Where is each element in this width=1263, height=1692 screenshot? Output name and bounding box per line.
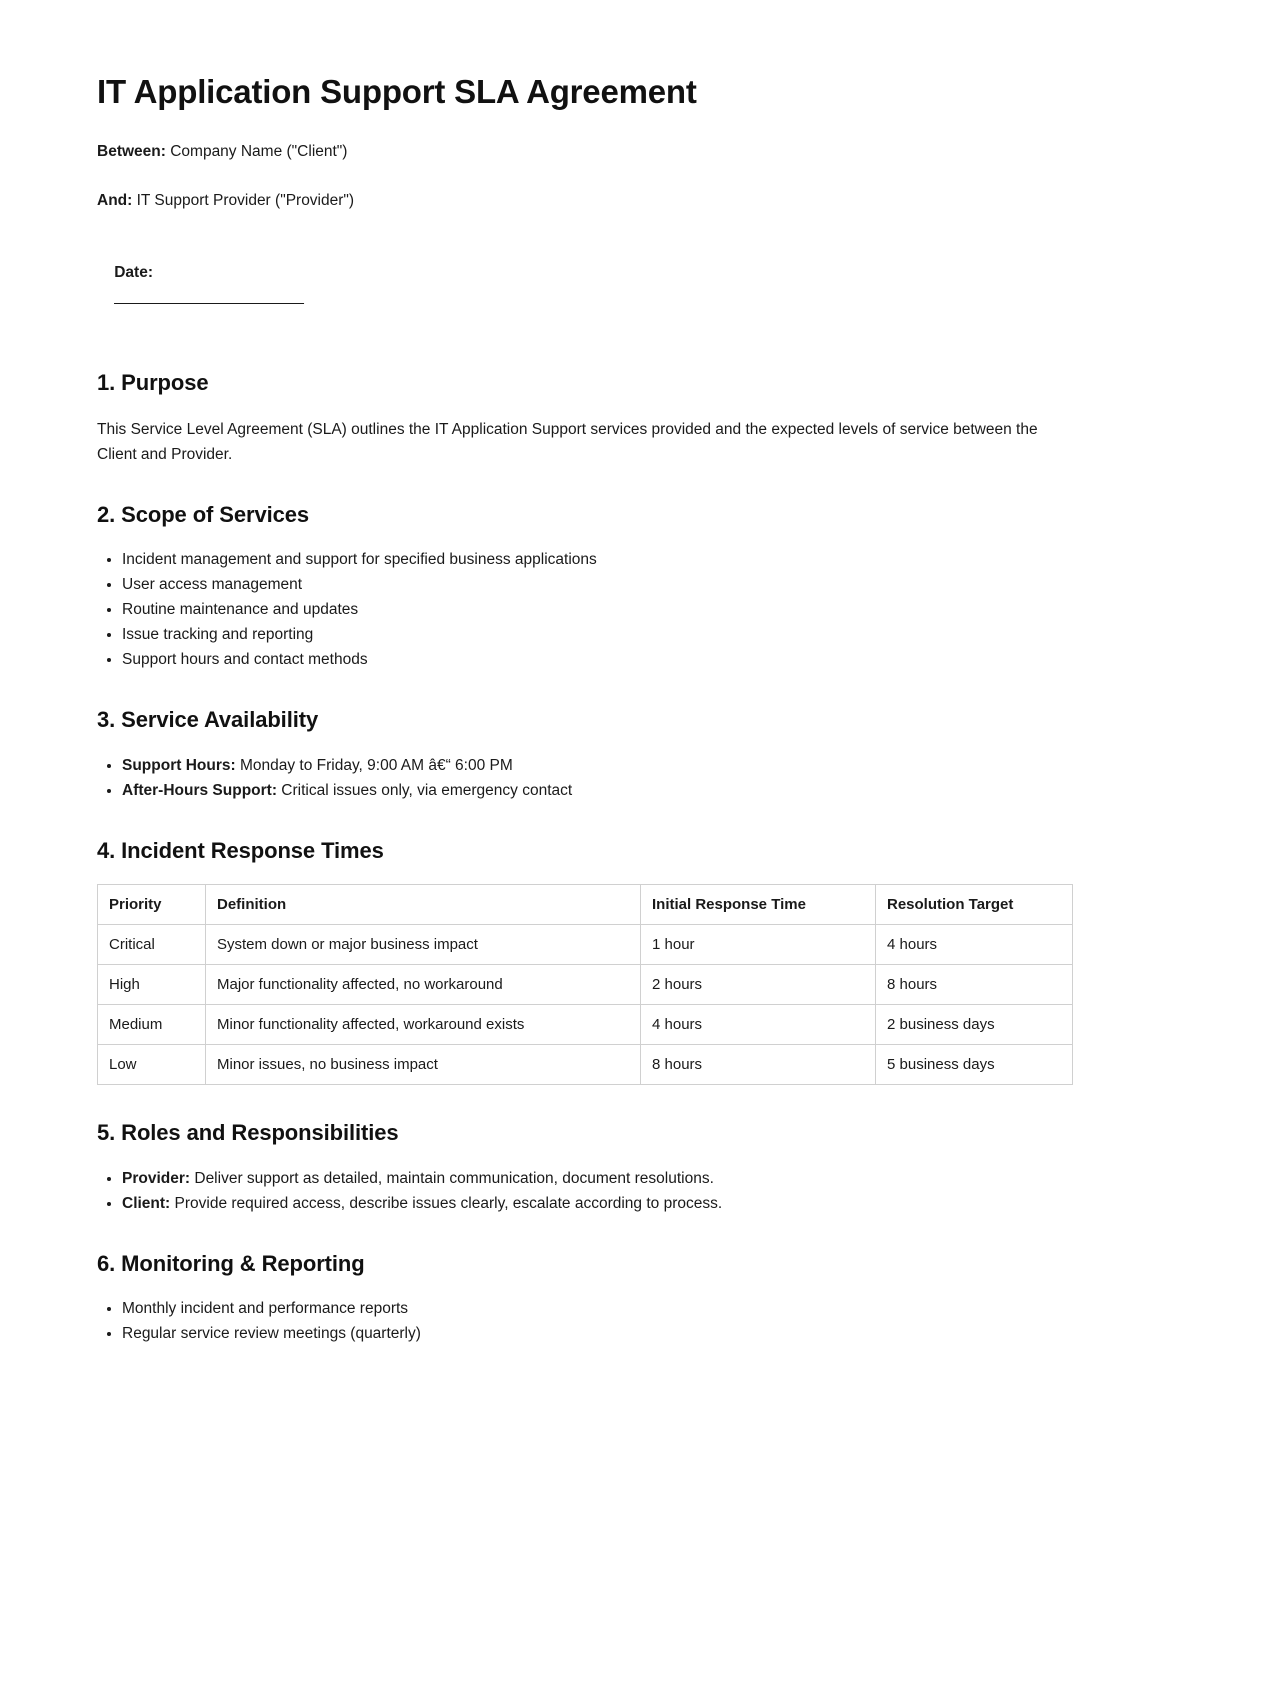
cell-initial-response: 4 hours — [641, 1005, 876, 1045]
cell-definition: Minor issues, no business impact — [206, 1045, 641, 1085]
date-line — [97, 238, 1072, 331]
cell-priority: Medium — [98, 1005, 206, 1045]
column-header-resolution-target: Resolution Target — [876, 885, 1073, 925]
cell-definition: Minor functionality affected, workaround exists — [206, 1005, 641, 1045]
heading-roles-and-responsibilities: 5. Roles and Responsibilities — [97, 1120, 399, 1146]
heading-service-availability: 3. Service Availability — [97, 707, 319, 733]
incident-response-table — [97, 884, 1073, 1085]
list-item-label: Provider: — [122, 1169, 191, 1187]
list-item: • Issue tracking and reporting — [122, 623, 1072, 647]
cell-definition: Major functionality affected, no workaround — [206, 965, 641, 1005]
date-blank-field[interactable]: ______________________ — [114, 287, 304, 305]
party-between-value: Company Name ("Client") — [170, 142, 348, 160]
cell-initial-response: 2 hours — [641, 965, 876, 1005]
table-row — [98, 1005, 1073, 1045]
monitoring-list — [97, 1297, 1072, 1346]
list-item-label: Client: — [122, 1194, 171, 1212]
heading-purpose: 1. Purpose — [97, 370, 209, 396]
purpose-paragraph: This Service Level Agreement (SLA) outlines the IT Application Support services provided and the expected levels of service between the Client and Provider. — [97, 420, 1038, 463]
page-bottom-spacer — [97, 1352, 1072, 1353]
column-header-initial-response-time: Initial Response Time — [641, 885, 876, 925]
heading-incident-response-times: 4. Incident Response Times — [97, 837, 384, 863]
cell-resolution-target: 8 hours — [876, 965, 1073, 1005]
list-item-label: Support Hours: — [122, 756, 236, 774]
table-row — [98, 965, 1073, 1005]
date-label: Date: — [114, 264, 153, 282]
list-item: • Support hours and contact methods — [122, 648, 1072, 672]
table-header-row — [98, 885, 1073, 925]
party-and-label: And: — [97, 191, 133, 209]
list-item — [122, 1167, 1072, 1191]
page-title: IT Application Support SLA Agreement — [97, 73, 697, 110]
list-item: • Incident management and support for specified business applications — [122, 548, 1072, 572]
list-item: • Regular service review meetings (quarterly) — [122, 1322, 1072, 1346]
party-and-value: IT Support Provider ("Provider") — [136, 191, 355, 209]
cell-initial-response: 1 hour — [641, 925, 876, 965]
heading-monitoring-and-reporting: 6. Monitoring & Reporting — [97, 1250, 365, 1276]
cell-resolution-target: 2 business days — [876, 1005, 1073, 1045]
list-item: • Routine maintenance and updates — [122, 598, 1072, 622]
list-item — [122, 1192, 1072, 1216]
list-item-label: After-Hours Support: — [122, 781, 277, 799]
list-item: • Monthly incident and performance reports — [122, 1297, 1072, 1321]
list-item-value: Deliver support as detailed, maintain communication, document resolutions. — [190, 1169, 714, 1187]
heading-scope-of-services: 2. Scope of Services — [97, 501, 309, 527]
list-item-value: Critical issues only, via emergency contact — [277, 781, 573, 799]
roles-list — [97, 1167, 1072, 1216]
list-item: • User access management — [122, 573, 1072, 597]
list-item-value: Provide required access, describe issues clearly, escalate according to process. — [170, 1194, 723, 1212]
party-between — [97, 140, 1072, 163]
column-header-priority: Priority — [98, 885, 206, 925]
list-item — [122, 779, 1072, 803]
list-item-value: Monday to Friday, 9:00 AM â€“ 6:00 PM — [235, 756, 513, 774]
cell-priority: High — [98, 965, 206, 1005]
cell-resolution-target: 4 hours — [876, 925, 1073, 965]
scope-list — [97, 548, 1072, 672]
list-item — [122, 754, 1072, 778]
cell-initial-response: 8 hours — [641, 1045, 876, 1085]
column-header-definition: Definition — [206, 885, 641, 925]
cell-priority: Low — [98, 1045, 206, 1085]
table-row — [98, 1045, 1073, 1085]
party-and — [97, 189, 1072, 212]
table-row — [98, 925, 1073, 965]
availability-list — [97, 754, 1072, 803]
party-between-label: Between: — [97, 142, 166, 160]
cell-resolution-target: 5 business days — [876, 1045, 1073, 1085]
cell-definition: System down or major business impact — [206, 925, 641, 965]
cell-priority: Critical — [98, 925, 206, 965]
